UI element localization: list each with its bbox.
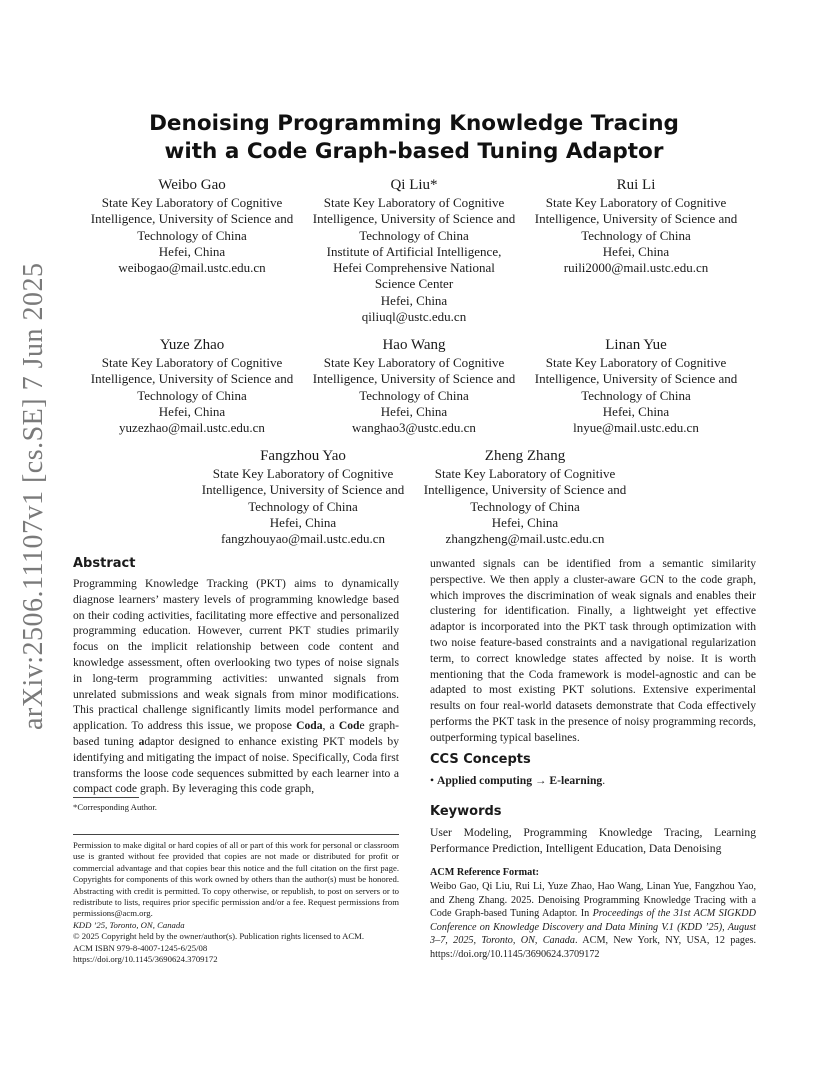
acm-reference-heading: ACM Reference Format: xyxy=(430,867,539,878)
conference-line: KDD ’25, Toronto, ON, Canada xyxy=(73,919,185,930)
author-affiliation: State Key Laboratory of Cognitive Intelligence, University of Science and Technology of China Hefei, China zhangzheng@mail.ustc.edu.cn xyxy=(423,466,627,547)
author-name: Rui Li xyxy=(616,177,656,193)
author-affiliation: State Key Laboratory of Cognitive Intelligence, University of Science and Technology of China Hefei, China weibogao@mail.ustc.edu.cn xyxy=(90,195,294,276)
author-name: Linan Yue xyxy=(605,337,667,353)
paper-title xyxy=(73,110,755,166)
author-name: Weibo Gao xyxy=(158,177,226,193)
keywords-section xyxy=(430,804,756,857)
author-name: Zheng Zhang xyxy=(484,448,566,464)
author-affiliation: State Key Laboratory of Cognitive Intelligence, University of Science and Technology of China Hefei, China lnyue@mail.ustc.edu.cn xyxy=(534,355,738,436)
author-name: Fangzhou Yao xyxy=(260,448,346,464)
coda-term: Coda xyxy=(296,719,323,733)
author-block xyxy=(84,336,300,436)
author-name: Hao Wang xyxy=(382,337,446,353)
author-block xyxy=(528,336,744,436)
abstract-paragraph-continued: unwanted signals can be identified from a semantic similarity perspective. We then apply a cluster-aware GCN to the code graph, which improves the discrimination of weak signals and enables their clustering for identification. Finally, a lightweight yet effective adaptor is incorporated into the PKT task through optimization with two noise feature-based constraints and a navigational regularization term, to correct knowledge states affected by noise. It is worth mentioning that the Coda framework is model-agnostic and can be adapted to most existing PKT solutions. Extensive experimental results on four real-world datasets demonstrate that Coda effectively performs the PKT task in the presence of noisy programming records, outperforming typical baselines. xyxy=(430,557,756,744)
ccs-concept: • Applied computing → E-learning. xyxy=(430,774,606,787)
arxiv-identifier: arXiv:2506.11107v1 [cs.SE] 7 Jun 2025 xyxy=(18,262,49,730)
author-name: Qi Liu* xyxy=(390,177,438,193)
abstract-paragraph: Programming Knowledge Tracking (PKT) aims to dynamically diagnose learners’ mastery levels of programming knowledge based on their coding activities, facilitating more effective and personalized programming education. However, current PKT studies primarily focus on the implicit relationship between code content and knowledge assessment, often overlooking two types of noise signals in long-term programming activities: unwanted signals from unrelated submissions and weak signals from minor modifications. This practical challenge significantly limits model performance and application. To address this issue, we propose Coda, a Code graph-based tuning adaptor designed to enhance existing PKT models by identifying and mitigating the impact of noise. Specifically, Coda first transforms the loose code sequences submitted by each learner into a compact code graph. By leveraging this code graph, xyxy=(73,577,399,796)
author-affiliation: State Key Laboratory of Cognitive Intelligence, University of Science and Technology of China Hefei, China wanghao3@ustc.edu.cn xyxy=(312,355,516,436)
author-block xyxy=(417,447,633,547)
footnote-area xyxy=(73,797,399,813)
author-affiliation: State Key Laboratory of Cognitive Intelligence, University of Science and Technology of China Hefei, China yuzezhao@mail.ustc.edu.cn xyxy=(90,355,294,436)
isbn-line: ACM ISBN 979-8-4007-1245-6/25/08 xyxy=(73,942,208,953)
abstract-continued xyxy=(430,556,756,746)
acm-reference-section xyxy=(430,866,756,962)
footnote-rule xyxy=(73,797,139,798)
title-line-2: with a Code Graph-based Tuning Adaptor xyxy=(164,139,664,164)
author-block xyxy=(528,176,744,276)
corresponding-author-footnote: *Corresponding Author. xyxy=(73,802,157,812)
ccs-section xyxy=(430,752,756,789)
author-name: Yuze Zhao xyxy=(159,337,225,353)
author-block xyxy=(84,176,300,276)
author-affiliation: State Key Laboratory of Cognitive Intelligence, University of Science and Technology of China Hefei, China fangzhouyao@mail.ustc.edu.cn xyxy=(201,466,405,547)
author-block xyxy=(195,447,411,547)
abstract-section xyxy=(73,556,399,797)
keywords-text: User Modeling, Programming Knowledge Tracing, Learning Performance Prediction, Intelligent Education, Data Denoising xyxy=(430,826,756,855)
doi-link[interactable]: https://doi.org/10.1145/3690624.3709172 xyxy=(73,954,218,965)
ccs-heading: CCS Concepts xyxy=(430,752,531,767)
permission-rule xyxy=(73,834,399,835)
copyright-line: © 2025 Copyright held by the owner/author(s). Publication rights licensed to ACM. xyxy=(73,931,365,942)
keywords-heading: Keywords xyxy=(430,804,502,819)
author-block xyxy=(306,336,522,436)
author-affiliation: State Key Laboratory of Cognitive Intelligence, University of Science and Technology of China Institute of Artificial Intelligence, Hefei Comprehensive National Science Center Hefei, China qiliuql@ustc.edu.cn xyxy=(312,195,516,325)
acm-reference-text: Weibo Gao, Qi Liu, Rui Li, Yuze Zhao, Hao Wang, Linan Yue, Fangzhou Yao, and Zheng Zhang. 2025. Denoising Programming Knowledge Tracing with a Code Graph-based Tuning Adaptor. In Proceedings of the 31st ACM SIGKDD Conference on Knowledge Discovery and Data Mining V.1 (KDD ’25), August 3–7, 2025, Toronto, ON, Canada. ACM, New York, NY, USA, 12 pages. https://doi.org/10.1145/3690624.3709172 xyxy=(430,881,756,960)
title-line-1: Denoising Programming Knowledge Tracing xyxy=(149,111,679,136)
author-block xyxy=(306,176,522,325)
abstract-heading: Abstract xyxy=(73,556,136,571)
permission-block xyxy=(73,834,399,965)
permission-notice: Permission to make digital or hard copies of all or part of this work for personal or classroom use is granted without fee provided that copies are not made or distributed for profit or commercial advantage and that copies bear this notice and the full citation on the first page. Copyrights for components of this work owned by others than the author(s) must be honored. Abstracting with credit is permitted. To copy otherwise, or republish, to post on servers or to redistribute to lists, requires prior specific permission and/or a fee. Request permissions from permissions@acm.org. xyxy=(73,840,399,919)
author-affiliation: State Key Laboratory of Cognitive Intelligence, University of Science and Technology of China Hefei, China ruili2000@mail.ustc.edu.cn xyxy=(534,195,738,276)
